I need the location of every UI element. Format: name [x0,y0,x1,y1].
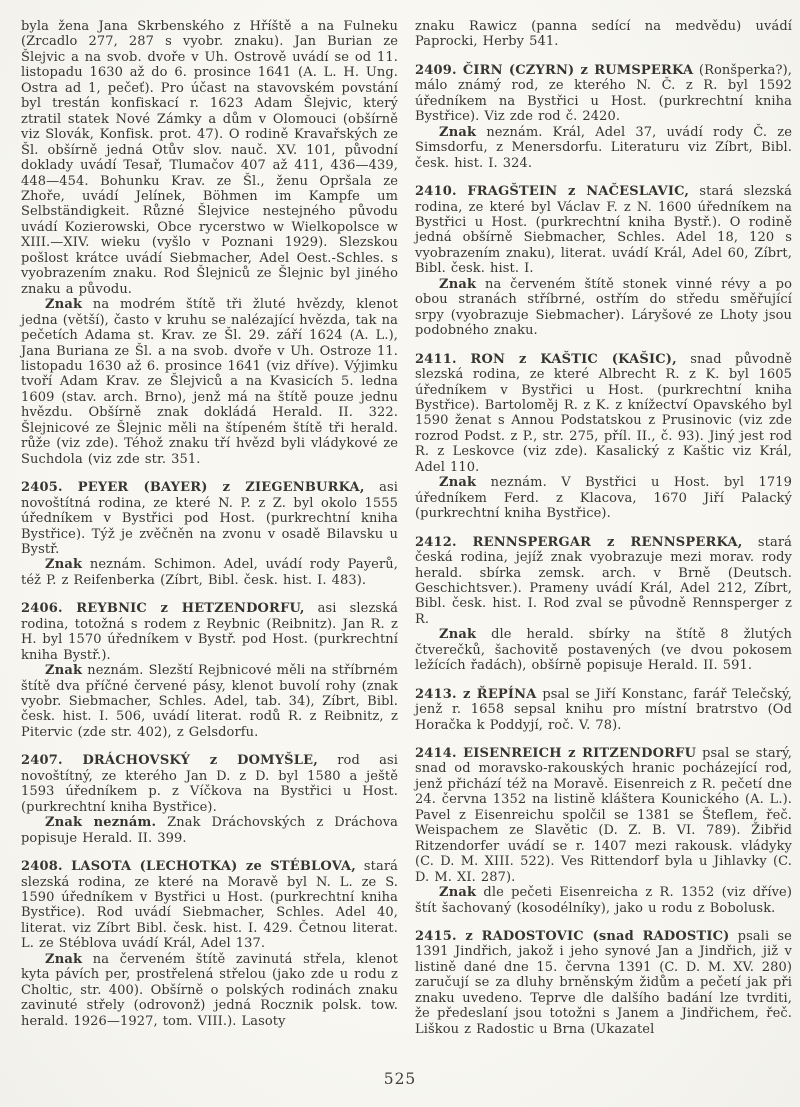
entry-2413-heading-paragraph [415,687,792,733]
znak-label: Znak [439,276,477,292]
znak-paragraph [415,627,792,673]
znak-label: Znak [45,663,83,679]
entry-2408-heading-paragraph [21,859,398,952]
entry-number-and-name: 2415. z RADOSTOVIC (snad RADOSTIC) [415,929,730,945]
znak-paragraph [21,663,398,740]
entry-number-and-name: 2411. RON z KAŠTIC (KAŠIC), [415,351,677,367]
body-text: dle herald. sbírky na štítě 8 žlutých čtverečků, šachovitě postavených (ve dvou pokosem ležících řadách), obšírně popisuje Herald. II. 591. [415,627,792,674]
znak-label: Znak [439,627,477,643]
body-text: asi slezská rodina, totožná s rodem z Reybnic (Reibnitz). Jan R. z H. byl 1570 úředníkem v Bystř. pod Host. (purkrechtní kniha Bystř.). [21,601,398,663]
body-text: psal se starý, snad od moravsko-rakouských hranic pocházející rod, jenž přichází též na Moravě. Eisenreich z R. pečetí dne 24. června 1352 na listině kláštera Kounického (A. L.). Pavel z Eisenreichu spolčil se 1381 se Šteflem, řeč. Weispachem ze Slavětic (D. Z. B. VI. 789). Žibřid Ritzendorfer uvádí se r. 1407 mezi rakousk. vládyky (C. D. M. XIII. 522). Ves Rittendorf byla u Jihlavky (C. D. M. XI. 287). [415,746,792,885]
entry-number-and-name: 2408. LASOTA (LECHOTKA) ze STÉBLOVA, [21,859,356,875]
znak-label: Znak [45,557,83,573]
entry-2410-heading-paragraph [415,184,792,277]
continuation-paragraph [415,19,792,50]
text-column-left [21,19,398,1037]
entry-number-and-name: 2405. PEYER (BAYER) z ZIEGENBURKA, [21,480,365,496]
entry-number-and-name: 2412. RENNSPERGAR z RENNSPERKA, [415,534,743,550]
text-column-right [415,19,792,1037]
znak-paragraph [21,297,398,467]
body-text: znaku Rawicz (panna sedící na medvědu) uvádí Paprocki, Herby 541. [415,19,792,50]
znak-label: Znak [439,124,477,140]
znak-paragraph [415,125,792,171]
znak-paragraph [21,557,398,588]
entry-number-and-name: 2410. FRAGŠTEIN z NAČESLAVIC, [415,184,690,200]
znak-paragraph [415,277,792,339]
znak-label: Znak [45,951,83,967]
znak-paragraph [415,475,792,521]
entry-2409-heading-paragraph [415,63,792,125]
body-text: (Ronšperka?), málo známý rod, ze kterého N. Č. z R. byl 1592 úředníkem na Bystřici u Host. (purkrechtní kniha Bystřice). Viz zde rod č. 2420. [415,62,792,125]
entry-2412-heading-paragraph [415,535,792,628]
continuation-paragraph [21,19,398,297]
znak-label: Znak [45,297,83,313]
body-text: asi novoštítná rodina, ze které N. P. z Z. byl okolo 1555 úředníkem v Bystřici pod Host. (purkrechtní kniha Bystřice). Týž je zvěčněn na zvonu v osadě Bilavsku u Bystř. [21,480,398,557]
body-text: psal se Jiří Konstanc, farář Telečský, jenž r. 1658 sepsal knihu pro místní bratrstvo (Od Horačka k Poddyjí, roč. V. 78). [415,686,792,733]
body-text: stará slezská rodina, ze které byl Václav F. z N. 1600 úředníkem na Bystřici u Host. (purkrechtní kniha Bystř.). O rodině jedná obšírně Siebmacher, Schles. Adel 18, 120 s vyobrazením znaku), literat. uvádí Král, Adel 60, Zíbrt, Bibl. česk. hist. I. [415,184,793,277]
body-text: neznám. Schimon. Adel, uvádí rody Payerů, též P. z Reifenberka (Zíbrt, Bibl. česk. hist. I. 483). [21,557,398,588]
entry-number-and-name: 2413. z ŘEPÍNA [415,686,537,702]
znak-paragraph [21,815,398,846]
entry-2405-heading-paragraph [21,480,398,557]
entry-number-and-name: 2414. EISENREICH z RITZENDORFU [415,746,697,762]
znak-paragraph [21,952,398,1029]
body-text: na modrém štítě tři žluté hvězdy, klenot jedna (větší), často v kruhu se nalézající hvězda, tak na pečetích Adama st. Krav. ze Šl. 29. září 1624 (A. L.), Jana Buriana ze Šl. a na svob. dvoře v Uh. Ostroze 11. listopadu 1630 až 6. prosince 1641 (viz dříve). Výjimku tvoří Adam Krav. ze Šlejviců a na Kvasicích 5. ledna 1609 (stav. arch. Brno), jenž má na štítě pouze jednu hvězdu. Obšírně znak dokládá Herald. II. 322. Šlejnicové ze Šlejnic měli na štípeném štítě tři herald. růže (viz zde). Téhož znaku tří hvězd byli vládykové ze Suchdola (viz zde str. 351. [21,297,398,467]
body-text: rod asi novoštítný, ze kterého Jan D. z D. byl 1580 a ještě 1593 úředníkem p. z Víčkova na Bystřici u Host. (purkrechtní kniha Bystřice). [21,753,398,815]
entry-2415-heading-paragraph [415,929,792,1037]
entry-2414-heading-paragraph [415,746,792,885]
znak-label: Znak [439,885,477,901]
body-text: snad původně slezská rodina, ze které Albrecht R. z K. byl 1605 úředníkem v Bystřici u Host. (purkrechtní kniha Bystřice). Bartoloměj R. z K. z knížectví Opavského byl 1590 ženat s Annou Podstatskou z Prusinovic (viz zde rozrod Podst. z P., str. 275, příl. II., č. 93). Jiný jest rod R. z Leskovce (viz zde). Kasalický z Kaštic viz Král, Adel 110. [415,351,792,475]
body-text: stará slezská rodina, ze které na Moravě byl N. L. ze S. 1590 úředníkem v Bystřici u Host. (purkrechtní kniha Bystřice). Rod uvádí Siebmacher, Schles. Adel 40, literat. viz Zíbrt Bibl. česk. hist. I. 429. Četnou literat. L. ze Stéblova uvádí Král, Adel 137. [21,859,398,952]
znak-label: Znak neznám. [45,815,157,831]
entry-2406-heading-paragraph [21,601,398,663]
entry-2411-heading-paragraph [415,352,792,476]
body-text: neznám. V Bystřici u Host. byl 1719 úředníkem Ferd. z Klacova, 1670 Jiří Palacký (purkrechtní kniha Bystřice). [415,475,792,522]
body-text: dle pečeti Eisenreicha z R. 1352 (viz dříve) štít šachovaný (kosodélníky), jako u rodu z Bobolusk. [415,885,792,916]
znak-label: Znak [439,475,477,491]
znak-paragraph [415,885,792,916]
body-text: neznám. Slezští Rejbnicové měli na stříbrném štítě dva příčné červené pásy, klenot buvolí rohy (znak vyobr. Siebmacher, Schles. Adel, tab. 34), Zíbrt, Bibl. česk. hist. I. 506, uvádí literat. rodů R. z Reibnitz, z Pitervic (zde str. 402), z Gelsdorfu. [21,663,398,740]
body-text: byla žena Jana Skrbenského z Hříště a na Fulneku (Zrcadlo 277, 287 s vyobr. znaku). Jan Burian ze Šlejvic a na svob. dvoře v Uh. Ostrově uvádí se od 11. listopadu 1630 až do 6. prosince 1641 (A. L. H. Ung. Ostra ad 1, pečeť). Pro účast na stavovském povstání byl trestán konfiskací r. 1623 Adam Šlejvic, který ztratil statek Nové Zámky a dům v Olomouci (obšírně viz Slovák, Konfisk. prot. 47). O rodině Kravařských ze Šl. obšírně jedná Otův slov. nauč. XV. 101, původní doklady uvádí Tesař, Tlumačov 407 až 411, 436—439, 448—454. Bohunku Krav. ze Šl., ženu Opršala ze Zhoře, uvádí Jelínek, Böhmen im Kampfe um Selbständigkeit. Různé Šlejvice nestejného původu uvádí Kozierowski, Obce rycerstwo w Wielkopolsce w XIII.—XIV. wieku (vyšlo v Poznani 1929). Slezskou pošlost krátce uvádí Siebmacher, Adel Oest.-Schles. s vyobrazením znaku. Rod Šlejniců ze Šlejnic byl jiného znaku a původu. [21,19,398,297]
body-text: stará česká rodina, jejíž znak vyobrazuje mezi morav. rody herald. sbírka zemsk. arch. v Brně (Deutsch. Geschichtsver.). Prameny uvádí Král, Adel 212, Zíbrt, Bibl. česk. hist. I. Rod zval se původně Rennsperger z R. [415,534,792,627]
entry-number-and-name: 2407. DRÁCHOVSKÝ z DOMYŠLE, [21,753,318,769]
entry-number-and-name: 2409. ČIRN (CZYRN) z RUMSPERKA [415,62,694,78]
body-text: na červeném štítě stonek vinné révy a po obou stranách stříbrné, ostřím do středu směřující srpy (vyobrazuje Siebmacher). Láryšové ze Lhoty jsou podobného znaku. [415,276,792,339]
body-text: na červeném štítě zavinutá střela, klenot kyta pávích per, prostřelená střelou (jako zde u rodu z Choltic, str. 400). Obšírně o polských rodinách znaku zavinuté střely (odrovonž) jedná Rocznik polsk. tow. herald. 1926—1927, tom. VIII.). Lasoty [21,951,398,1029]
body-text: psali se 1391 Jindřich, jakož i jeho synové Jan a Jindřich, již v listině dané dne 15. června 1391 (C. D. M. XV. 280) zaručují se za dluhy brněnským židům a pečetí jak při znaku uvedeno. Teprve dle dalšího badání lze tvrditi, že předeslaní jsou totožni s Janem a Jindřichem, řeč. Liškou z Radostic u Brna (Ukazatel [415,929,792,1037]
body-text: neznám. Král, Adel 37, uvádí rody Č. ze Simsdorfu, z Menersdorfu. Literaturu viz Zíbrt, Bibl. česk. hist. I. 324. [415,124,792,171]
entry-number-and-name: 2406. REYBNIC z HETZENDORFU, [21,601,305,617]
body-text: Znak Dráchovských z Dráchova popisuje Herald. II. 399. [21,815,399,846]
page-number: 525 [383,1070,417,1088]
entry-2407-heading-paragraph [21,753,398,815]
